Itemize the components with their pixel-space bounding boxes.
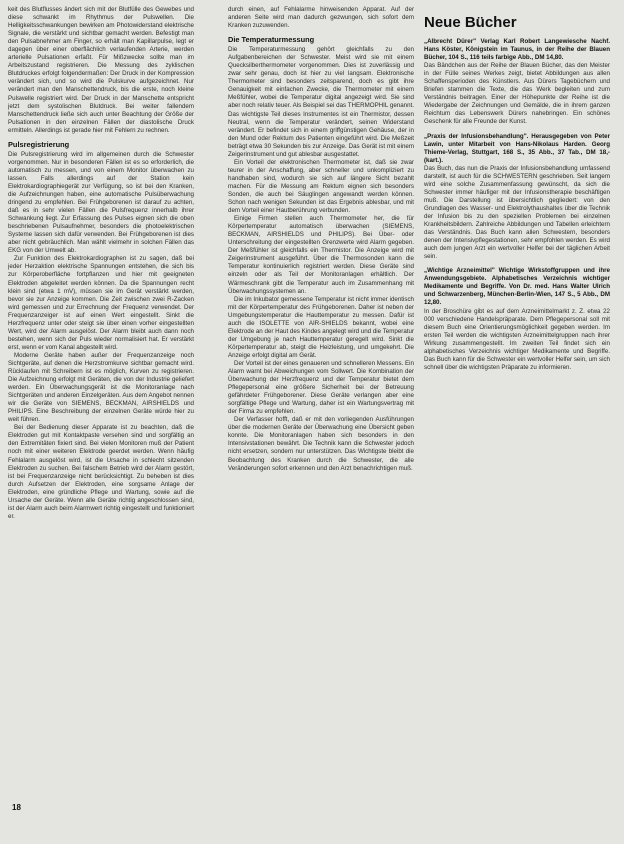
book-review-heading: „Wichtige Arzneimittel" Wichtige Wirkstoffgruppen und ihre Anwendungsgebiete. Alphabetisches Verzeichnis wichtiger Medikamente und Begriffe. Von Dr. med. Hans Walter Ulrich und Schwarzenberg, München-Berlin-Wien, 147 S., 5 Abb., DM 12,80. <box>424 267 610 307</box>
text-column-left <box>8 6 194 836</box>
text-column-middle <box>228 6 414 836</box>
paragraph: Der Verfasser hofft, daß er mit den vorliegenden Ausführungen über die modernen Geräte der Überwachung eine Übersicht geben konnte. Die Monitoranlagen haben sich besonders in den Intensivstationen bewährt. Die Technik kann die Schwester jedoch nicht ersetzen, sondern nur unterstützen. Das Wichtigste bleibt die Beobachtung des Kranken durch die Schwester, die alle Veränderungen sofort erkennen und den Arzt benachrichtigen muß. <box>228 416 414 472</box>
book-review-text: Das Buch, das nun die Praxis der Infusionsbehandlung umfassend darstellt, ist auch für die SCHWESTERN geschrieben. Seit langem wird eine solche Zusammenfassung gewünscht, da sich die Schwester immer häufiger mit der Infusionstherapie beschäftigen muß. Die Darstellung ist übersichtlich gegliedert: von den Grundlagen des Wasser- und Elektrolythaushaltes über die Technik der Infusion bis zu den speziellen Problemen bei einzelnen Krankheitsbildern. Zahlreiche Abbildungen und Tabellen erleichtern das Verständnis. Das Buch kann allen Schwestern, besonders denen der Intensivpflegestationen, sehr empfohlen werden. Es wird auch dem jungen Arzt ein wertvoller Helfer bei der täglichen Arbeit sein. <box>424 164 610 261</box>
text-column-right <box>424 6 610 842</box>
book-reviews-title: Neue Bücher <box>424 14 517 31</box>
book-review-heading: „Albrecht Dürer" Verlag Karl Robert Langewiesche Nachf. Hans Köster, Königstein im Taunus, in der Reihe der Blauen Bücher, 104 S., 116 teils farbige Abb., DM 14,80. <box>424 38 610 62</box>
paragraph: Zur Funktion des Elektrokardiographen ist zu sagen, daß bei jeder Herzaktion elektrische Spannungen entstehen, die sich bis zur Körperoberfläche fortpflanzen und hier mit geeigneten Elektroden abgeleitet werden können. Da die Spannungen recht klein sind (etwa 1 mV), müssen sie im Gerät verstärkt werden, bevor sie zur Anzeige kommen. Die Zeit zwischen zwei R-Zacken wird gemessen und zur Errechnung der Frequenz verwendet. Der Frequenzanzeiger ist auf einen Wert eingestellt. Sinkt die Herzfrequenz unter oder steigt sie über einen vorher eingestellten Wert, wird der Alarm ausgelöst. Der Alarm bleibt auch dann noch bestehen, wenn sich der Puls wieder normalisiert hat. Er verstärkt erst, wenn er vom Kanal abgestellt wird. <box>8 255 194 351</box>
paragraph: durch einen, auf Fehlalarme hinweisenden Apparat. Auf der anderen Seite wird man dadurch gezwungen, sich sofort dem Kranken zuzuwenden. <box>228 6 414 30</box>
paragraph: Der Vorteil ist der eines genaueren und schnelleren Messens. Ein Alarm warnt bei Abweichungen vom Sollwert. Die Kombination der Überwachung der Herzfrequenz und der Temperatur bietet dem Pflegepersonal eine größere Sicherheit bei der Betreuung gefährdeter Frühgeborener. Diese Geräte verlangen aber eine sorgfältige Pflege und Wartung, daher ist ein Wartungsvertrag mit der Firma zu empfehlen. <box>228 359 414 416</box>
paragraph: keit des Blutflusses ändert sich mit der Blutfülle des Gewebes und diese schwankt im Rhythmus der Pulswellen. Die Helligkeitsschwankungen bewirken am Photowiderstand elektrische Signale, die verstärkt und sichtbar gemacht werden. Befestigt man den Pulsabnehmer am Finger, so erhält man Kapillarpulse, legt er dagegen über einer oberflächlich verlaufenden Arterie, werden arterielle Pulsationen erfaßt. Für Mißzwecke sollte man im Arbeitszustand registrieren. Die Messung des zyklischen Blutdruckes erfolgt folgendermaßen: Der Druck in der Kompression verändert sich, und so wird die Pulskurve aufgezeichnet. Nur verändert man den Manschettendruck, bis die erste, noch kleine Pulswelle registriert wird. Der Druck in der Manschette entspricht jetzt dem systolischen Blutdruck. Bei weiter fallendem Manschettendruck ließe sich auch unter Beachtung der Größe der Pulsationen in den einzelnen Fällen der diastolische Druck ermitteln. Allerdings ist gerade hier mit Fehlern zu rechnen. <box>8 6 194 134</box>
paragraph: Ein Vorteil der elektronischen Thermometer ist, daß sie zwar teurer in der Anschaffung, aber schneller und unkompliziert zu handhaben sind, wodurch sie sich auf längere Sicht bezahlt machen. Für die Messung am Rektum eignen sich besonders Sonden, die auch bei Säuglingen angewandt werden können. Schon nach wenigen Sekunden ist das Ergebnis ablesbar, und mit dem Vorteil einer Hautberührung verbunden. <box>228 158 414 215</box>
page-number: 18 <box>12 803 21 812</box>
book-review-heading: „Praxis der Infusionsbehandlung". Herausgegeben von Peter Lawin, unter Mitarbeit von Hans-Nikolaus Harden. Georg Thieme-Verlag, Stuttgart, 168 S., 35 Abb., 37 Tab., DM 18,- (kart.). <box>424 132 610 164</box>
book-review-text: Das Bändchen aus der Reihe der Blauen Bücher, das den Meister in der Fülle seines Werkes zeigt, bietet Abbildungen aus allen Schaffensperioden des Künstlers. Aus Dürers Tagebüchern und Briefen stammen die Texte, die das Werk begleiten und zum Verständnis beitragen. Einer der Höhepunkte der Reihe ist die Wiedergabe der Zeichnungen und Gemälde, die in ihrem ganzen Reichtum das Lebenswerk Dürers nahebringen. Ein schönes Geschenk für alle Freunde der Kunst. <box>424 62 610 126</box>
section-heading-pulse: Pulsregistrierung <box>8 139 70 149</box>
paragraph: Die Temperaturmessung gehört gleichfalls zu den Aufgabenbereichen der Schwester. Meist wird sie mit einem Quecksilberthermometer vorgenommen. Dies ist zuverlässig und zwar sehr genau, doch ist hier zu viel langsam. Elektronische Thermometer sind besonders zeitsparend, doch es gibt ihre Genauigkeit mit einfachen Zwecke, die Thermometer mit einem Meßfühler, wobei die Temperatur digital angezeigt wird. Sie sind aber noch relativ teuer. Als Beispiel sei das THERMOPHIL genannt. Das wichtigste Teil dieses Instrumentes ist ein Thermistor, dessen Neutral, wenn die Temperatur verändert, seinen Widerstand verändert. Er befindet sich in einem griffgünstigen Gehäuse, der in den Mund oder Rektum des Patienten eingeführt wird. Die Meßzeit beträgt etwa 30 Sekunden bis zur Anzeige. Das Gerät ist mit einem Zeigerinstrument und gut ablesbar ausgestattet. <box>228 46 414 158</box>
book-review <box>424 133 610 262</box>
book-review <box>424 267 610 372</box>
book-review-text: In der Broschüre gibt es auf dem Arzneimittelmarkt z. Z. etwa 22 000 verschiedene Handelspräparate. Dem Pflegepersonal soll mit diesem Buch eine Orientierungsmöglichkeit gegeben werden. Im ersten Teil werden die wichtigsten Arzneimittelgruppen nach ihrer Wirkung zusammengestellt. Im zweiten Teil findet sich ein alphabetisches Verzeichnis wichtiger Medikamente und Begriffe. Das Buch kann für die Schwester ein wertvoller Helfer sein, um sich schnell über die wichtigsten Präparate zu informieren. <box>424 307 610 371</box>
paragraph: Die im Inkubator gemessene Temperatur ist nicht immer identisch mit der Körpertemperatur des Frühgeborenen. Daher ist neben der Umgebungstemperatur die Hauttemperatur zu messen. Dafür ist auch die ISOLETTE von AIR-SHIELDS bekannt, wobei eine Elektrode an der Haut des Kindes angelegt wird und die Temperatur der Umgebung je nach Hauttemperatur geregelt wird. Sinkt die Körpertemperatur ab, steigt die Heizleistung, und umgekehrt. Die Anzeige erfolgt digital am Gerät. <box>228 295 414 359</box>
paragraph: Die Pulsregistrierung wird im allgemeinen durch die Schwester vorgenommen. Nur in besonderen Fällen ist es so erforderlich, die automatisch zu messen, und von einem Monitor überwachen zu lassen. Falls allerdings auf der Station kein Elektrokardiographiegerät zur Verfügung, so ist bei den Kranken, die Aufzeichnungen haben, eine automatische Pulsüberwachung dringend zu empfehlen. Bei Frühgeborenen ist darauf zu achten, daß es in sehr vielen Fällen die Pulsfrequenz innerhalb ihrer Schwankung liegt. Zur Erfassung des Pulses eignen sich die oben beschriebenen Pulsaufnehmer, besonders die photoelektrischen Systeme lassen sich dafür verwenden. Bei Frühgeborenen ist dies aber nicht gebräuchlich. Man wählt vielmehr in solchen Fällen das EKG von der Umwelt ab. <box>8 150 194 255</box>
paragraph: Bei der Bedienung dieser Apparate ist zu beachten, daß die Elektroden gut mit Kontaktpaste versehen sind und sorgfältig an den Extremitäten fixiert sind. Bei vielen Monitoren muß der Patient noch mit einer weiteren Elektrode geerdet werden. Wenn häufig Fehlalarm ausgelöst wird, ist die Ursache in schlecht sitzenden Elektroden zu suchen. Bei falschem Betrieb wird der Alarm gestört, ist bei Frequenzanzeige nicht berücksichtigt. Zu beheben ist dies durch Aufsetzen der Elektroden, eine sorgsame Anlage der Elektroden, eine gründliche Pflege und Wartung, sowie auf die Ursache der Geräte. Wenn alle Geräte richtig angeschlossen sind, ist der Alarm auch beim Alarmwert richtig eingestellt und funktioniert er. <box>8 424 194 520</box>
paragraph: Moderne Geräte haben außer der Frequenzanzeige noch Sichtgeräte, auf denen die Herzstromkurve sichtbar gemacht wird. Rücklaufen mit Schreibern ist es möglich, Kurven zu registrieren. Die Aufzeichnung erfolgt mit Geräten, die von der Industrie geliefert werden. Ein Überwachungsgerät ist die Monitoranlage nach Sichtgeräten und anderen Einzelgeräten. Aus dem Angebot nennen wir die Geräte von SIEMENS, BECKMAN, AIRSHIELDS und PHILIPS. Eine Beschreibung der einzelnen Geräte würde hier zu weit führen. <box>8 351 194 424</box>
section-heading-temperature: Die Temperaturmessung <box>228 35 315 45</box>
book-review <box>424 38 610 127</box>
paragraph: Einige Firmen stellen auch Thermometer her, die für Körpertemperatur automatisch überwachen (SIEMENS, BECKMAN, AIRSHIELDS und PHILIPS). Bei Über- oder Unterschreitung der eingestellten Grenzwerte wird Alarm gegeben. Der Meßfühler ist gleichfalls ein Thermistor. Die Anzeige wird mit Zeigerinstrument ausgeführt. Über die Thermosonden kann die Temperatur kontinuierlich registriert werden. Diese Geräte sind einzeln oder als Teil der Monitoranlagen erhältlich. Der Wärmeschrank gibt die Temperatur auch im Zusammenhang mit Überwachungssystemen an. <box>228 215 414 295</box>
